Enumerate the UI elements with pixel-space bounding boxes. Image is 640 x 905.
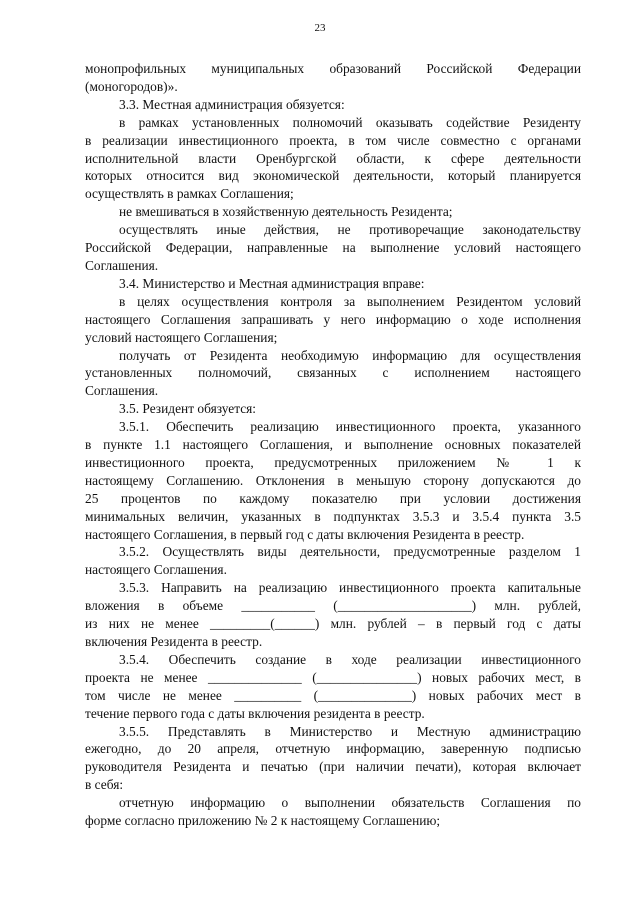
paragraph-p9 [85,400,581,418]
paragraph-line: настоящему Соглашению. Отклонения в меньшую сторону допускаются до [85,472,581,488]
paragraph-line: руководителя Резидента и печатью (при наличии печати), которая включает [85,759,581,775]
paragraph-line: течение первого года с даты включения резидента в реестр. [85,705,425,721]
paragraph-line: (моногородов)». [85,78,178,94]
paragraph-p15 [85,794,581,830]
paragraph-line: том числе не менее __________ (______________) новых рабочих мест в [85,687,581,703]
paragraph-line: условий настоящего Соглашения; [85,329,278,345]
page-number: 23 [314,22,326,34]
paragraph-line: установленных полномочий, связанных с исполнением настоящего [85,365,581,381]
paragraph-p7 [85,293,581,347]
paragraph-line: 3.5.2. Осуществлять виды деятельности, предусмотренные разделом 1 [119,544,581,560]
paragraph-line: 25 процентов по каждому показателю при условии достижения [85,490,581,506]
paragraph-p10 [85,418,581,543]
document-body [85,60,581,830]
paragraph-line: которых относится вид экономической деятельности, который планируется [85,168,581,184]
paragraph-line: 3.5.1. Обеспечить реализацию инвестиционного проекта, указанного [119,419,581,435]
paragraph-p5 [85,221,581,275]
paragraph-line: настоящего Соглашения, в первый год с даты включения Резидента в реестр. [85,526,525,542]
paragraph-line: вложения в объеме ___________ (____________________) млн. рублей, [85,598,581,614]
paragraph-p6 [85,275,581,293]
paragraph-line: настоящего Соглашения запрашивать у него информацию о ходе исполнения [85,311,581,327]
paragraph-line: Соглашения. [85,383,159,399]
paragraph-line: из них не менее _________(______) млн. рублей – в первый год с даты [85,616,581,632]
paragraph-line: включения Резидента в реестр. [85,634,263,649]
paragraph-p3 [85,114,581,204]
paragraph-line: осуществлять в рамках Соглашения; [85,186,294,202]
paragraph-p8 [85,347,581,401]
paragraph-p13 [85,651,581,723]
paragraph-line: 3.5.4. Обеспечить создание в ходе реализации инвестиционного [119,651,581,667]
paragraph-line: в рамках установленных полномочий оказывать содействие Резиденту [119,114,581,130]
paragraph-line: в себя: [85,777,124,793]
paragraph-line: исполнительной власти Оренбургской области, к сфере деятельности [85,150,581,166]
paragraph-line: 3.3. Местная администрация обязуется: [119,96,345,112]
paragraph-line: 3.5.5. Представлять в Министерство и Местную администрацию [119,723,581,739]
paragraph-line: проекта не менее ______________ (_______________) новых рабочих мест, в [85,669,581,685]
paragraph-line: в реализации инвестиционного проекта, в том числе совместно с органами [85,132,581,148]
paragraph-line: монопрофильных муниципальных образований Российской Федерации [85,61,581,76]
paragraph-line: ежегодно, до 20 апреля, отчетную информацию, заверенную подписью [85,741,581,757]
paragraph-p4 [85,203,581,221]
paragraph-line: отчетную информацию о выполнении обязательств Соглашения по [119,795,581,811]
paragraph-p14 [85,723,581,795]
paragraph-line: 3.4. Министерство и Местная администрация вправе: [119,275,425,291]
paragraph-line: настоящего Соглашения. [85,562,227,578]
paragraph-line: 3.5.3. Направить на реализацию инвестиционного проекта капитальные [119,580,581,596]
paragraph-line: Российской Федерации, направленные на выполнение условий настоящего [85,240,581,256]
paragraph-line: получать от Резидента необходимую информацию для осуществления [119,347,581,363]
paragraph-line: минимальных величин, указанных в подпунктах 3.5.3 и 3.5.4 пункта 3.5 [85,508,581,524]
paragraph-line: форме согласно приложению № 2 к настоящему Соглашению; [85,813,441,829]
paragraph-line: в пункте 1.1 настоящего Соглашения, и выполнение основных показателей [85,437,581,453]
paragraph-line: 3.5. Резидент обязуется: [119,401,257,417]
paragraph-line: не вмешиваться в хозяйственную деятельность Резидента; [119,204,453,220]
paragraph-p12 [85,579,581,651]
paragraph-p1 [85,60,581,96]
paragraph-p11 [85,543,581,579]
paragraph-line: инвестиционного проекта, предусмотренных приложением № 1 к [85,454,581,470]
paragraph-line: в целях осуществления контроля за выполнением Резидентом условий [119,293,581,309]
paragraph-p2 [85,96,581,114]
paragraph-line: осуществлять иные действия, не противоречащие законодательству [119,222,581,238]
paragraph-line: Соглашения. [85,257,159,273]
